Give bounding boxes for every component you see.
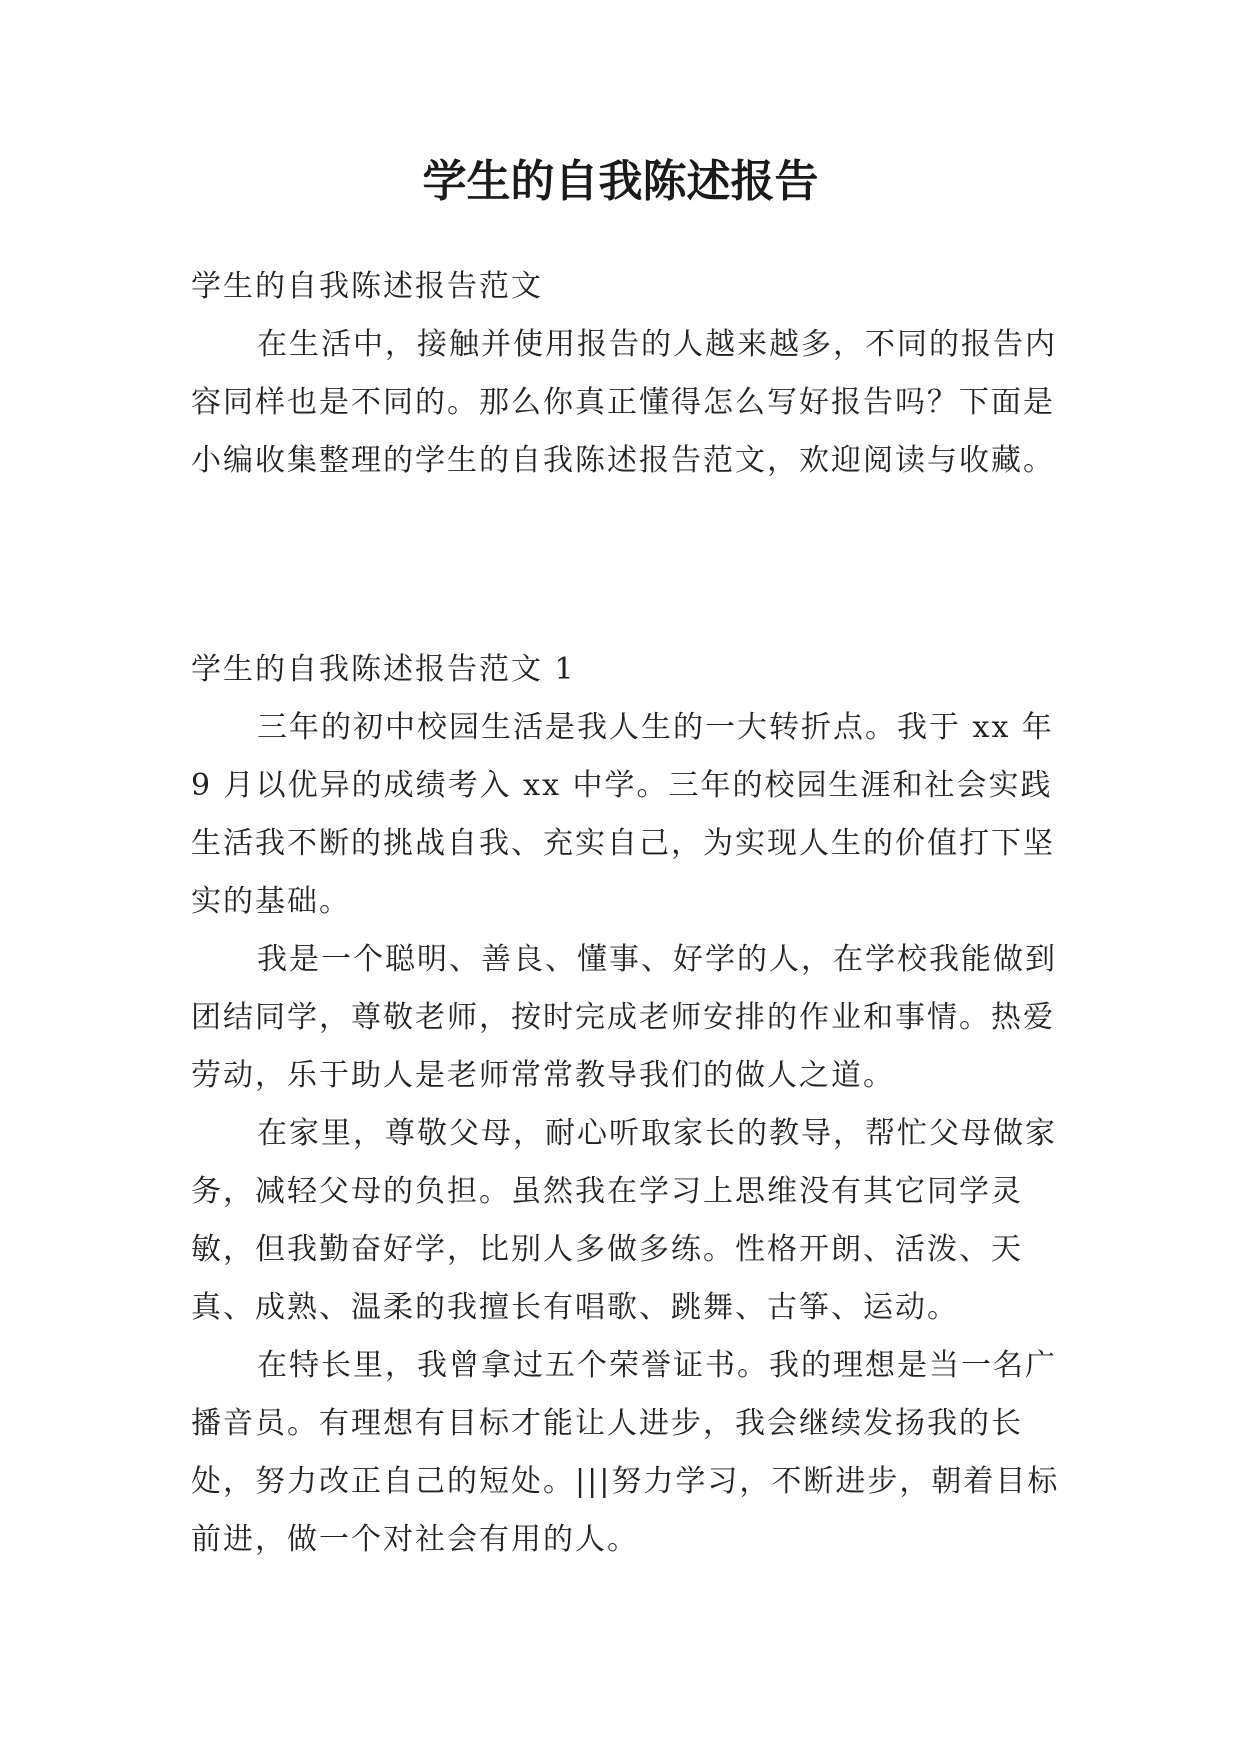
intro-heading: 学生的自我陈述报告范文	[191, 269, 543, 304]
essay-paragraph: 在家里，尊敬父母，耐心听取家长的教导，帮忙父母做家务，减轻父母的负担。虽然我在学习上思维没有其它同学灵敏，但我勤奋好学，比别人多做多练。性格开朗、活泼、天真、成熟、温柔的我擅长有唱歌、跳舞、古筝、运动。	[191, 1116, 1057, 1325]
essay-paragraph: 在特长里，我曾拿过五个荣誉证书。我的理想是当一名广播音员。有理想有目标才能让人进步，我会继续发扬我的长处，努力改正自己的短处。|||努力学习，不断进步，朝着目标前进，做一个对社会有用的人。	[191, 1348, 1060, 1557]
essay-paragraph: 我是一个聪明、善良、懂事、好学的人，在学校我能做到团结同学，尊敬老师，按时完成老师安排的作业和事情。热爱劳动，乐于助人是老师常常教导我们的做人之道。	[191, 942, 1057, 1093]
essay-paragraph: 三年的初中校园生活是我人生的一大转折点。我于 xx 年 9 月以优异的成绩考入 xx 中学。三年的校园生涯和社会实践生活我不断的挑战自我、充实自己，为实现人生的价值打下坚实的基础。	[191, 710, 1055, 919]
essay-section	[191, 641, 1071, 1569]
essay-heading: 学生的自我陈述报告范文 1	[191, 652, 576, 687]
intro-section	[191, 258, 1071, 490]
page-title: 学生的自我陈述报告	[422, 156, 819, 207]
intro-paragraph: 在生活中，接触并使用报告的人越来越多，不同的报告内容同样也是不同的。那么你真正懂得怎么写好报告吗？下面是小编收集整理的学生的自我陈述报告范文，欢迎阅读与收藏。	[191, 327, 1057, 478]
